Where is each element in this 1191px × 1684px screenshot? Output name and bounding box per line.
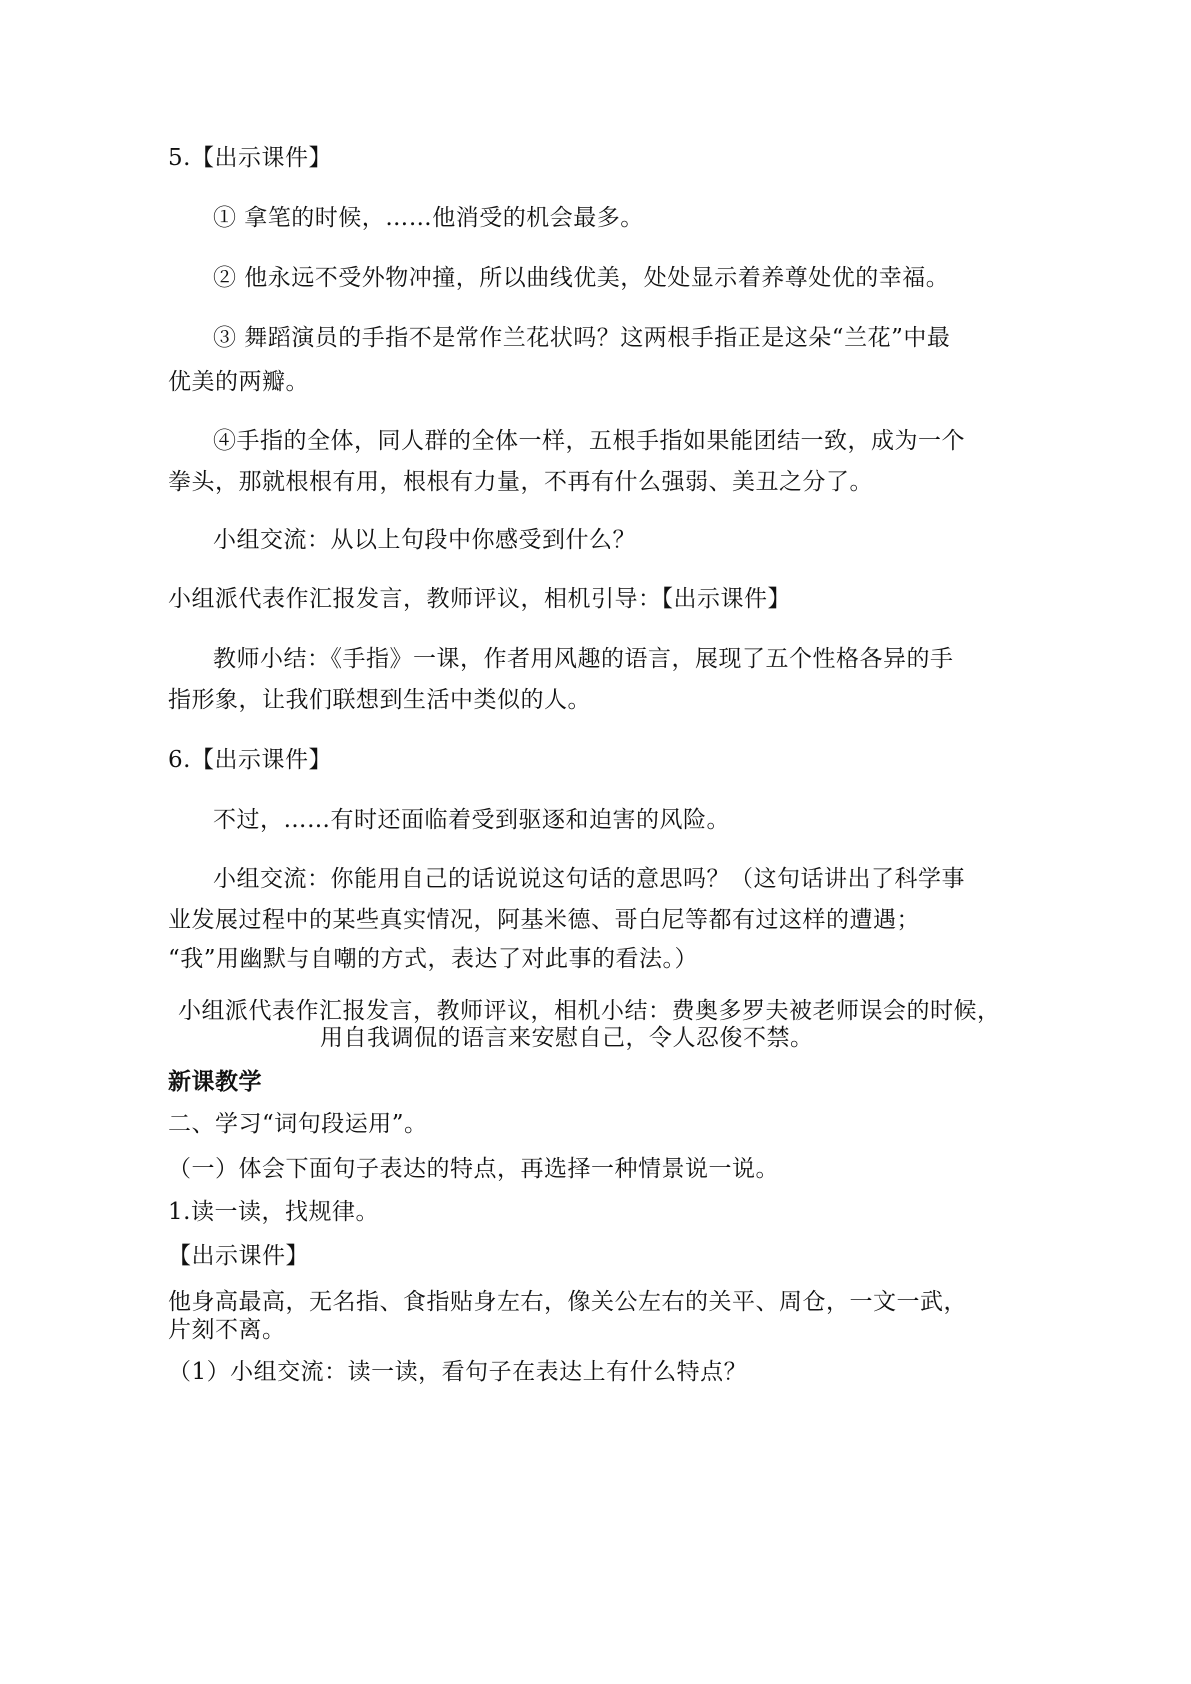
- section6-report-line2: 用自我调侃的语言来安慰自己，令人忍俊不禁。: [320, 1025, 814, 1051]
- section6-discussion-line2: 业发展过程中的某些真实情况，阿基米德、哥白尼等都有过这样的遭遇；: [168, 907, 920, 933]
- new-lesson-heading: 新课教学: [168, 1069, 262, 1095]
- section5-item3-line2: 优美的两瓣。: [168, 369, 309, 395]
- section5-item3-line1: ③ 舞蹈演员的手指不是常作兰花状吗？这两根手指正是这朵“兰花”中最: [213, 325, 951, 351]
- new-lesson-subpart1: （一）体会下面句子表达的特点，再选择一种情景说一说。: [168, 1156, 779, 1182]
- new-lesson-step1: 1.读一读，找规律。: [168, 1199, 379, 1225]
- new-lesson-show-courseware: 【出示课件】: [168, 1243, 309, 1269]
- section6-report-line1: 小组派代表作汇报发言，教师评议，相机小结：费奥多罗夫被老师误会的时候，: [178, 998, 1001, 1024]
- section5-summary-line1: 教师小结：《手指》一课，作者用风趣的语言，展现了五个性格各异的手: [213, 646, 954, 672]
- section5-item4-line2: 拳头，那就根根有用，根根有力量，不再有什么强弱、美丑之分了。: [168, 469, 873, 495]
- section5-item4-line1: ④手指的全体，同人群的全体一样，五根手指如果能团结一致，成为一个: [213, 428, 965, 454]
- section5-report: 小组派代表作汇报发言，教师评议，相机引导：【出示课件】: [168, 586, 791, 612]
- new-lesson-example-line2: 片刻不离。: [168, 1317, 286, 1343]
- section5-item2: ② 他永远不受外物冲撞，所以曲线优美，处处显示着养尊处优的幸福。: [213, 265, 950, 291]
- section5-heading: 5.【出示课件】: [168, 145, 332, 171]
- section6-discussion-line3: “我”用幽默与自嘲的方式，表达了对此事的看法。）: [168, 946, 699, 972]
- section5-group-discussion: 小组交流：从以上句段中你感受到什么？: [213, 527, 636, 553]
- section5-item1: ① 拿笔的时候，……他消受的机会最多。: [213, 205, 644, 231]
- new-lesson-question1: （1）小组交流：读一读，看句子在表达上有什么特点？: [168, 1359, 748, 1385]
- section6-heading: 6.【出示课件】: [168, 747, 332, 773]
- new-lesson-part2: 二、学习“词句段运用”。: [168, 1111, 428, 1137]
- new-lesson-example-line1: 他身高最高，无名指、食指贴身左右，像关公左右的关平、周仓，一文一武，: [168, 1289, 967, 1315]
- section6-discussion-line1: 小组交流：你能用自己的话说说这句话的意思吗？（这句话讲出了科学事: [213, 866, 965, 892]
- section5-summary-line2: 指形象，让我们联想到生活中类似的人。: [168, 687, 591, 713]
- section6-quote: 不过，……有时还面临着受到驱逐和迫害的风险。: [213, 807, 730, 833]
